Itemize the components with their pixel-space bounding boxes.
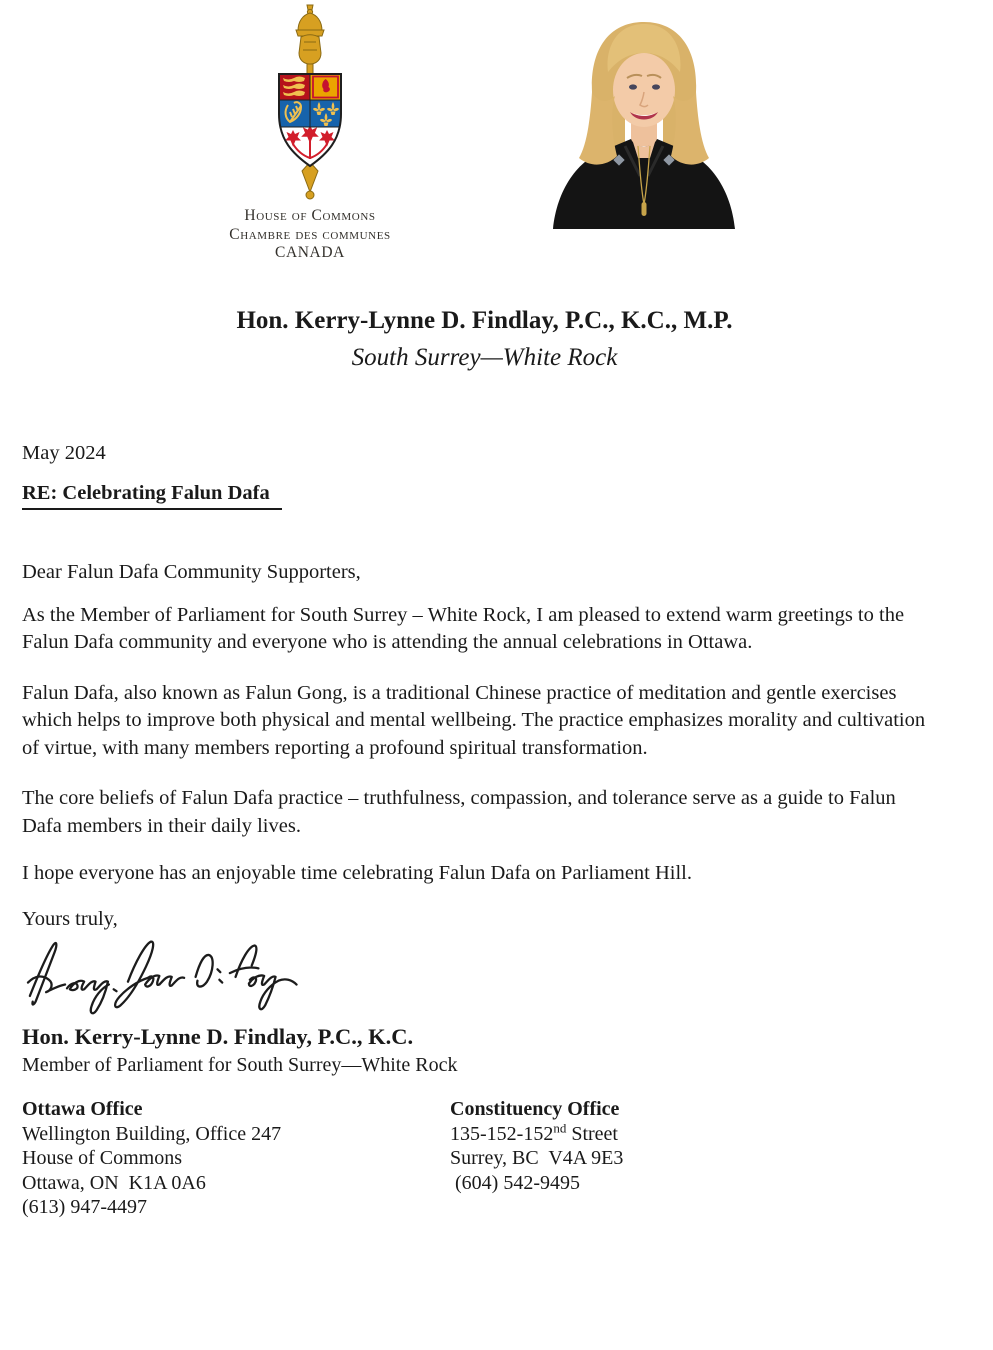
constituency-office-phone: (604) 542-9495 (455, 1171, 580, 1194)
constituency-office-heading: Constituency Office (450, 1098, 620, 1121)
paragraph-1: As the Member of Parliament for South Surrey – White Rock, I am pleased to extend warm greetings to the Falun Dafa community and everyone who is attending the annual celebrations in Ottawa. (22, 603, 905, 653)
constituency-office-street (450, 1119, 878, 1147)
paragraph-2: Falun Dafa, also known as Falun Gong, is a traditional Chinese practice of meditation and gentle exercises which helps to improve both physical and mental wellbeing. The practice emphasizes morality and cultivation of virtue, with many members reporting a profound spiritual transformation. (22, 681, 926, 759)
closing-line: Yours truly, (22, 907, 118, 930)
title-block (0, 270, 993, 373)
mp-riding-subheading: South Surrey—White Rock (351, 344, 618, 371)
ottawa-office-block (22, 1097, 450, 1220)
offices-footer (22, 1097, 937, 1220)
ottawa-office-heading: Ottawa Office (22, 1098, 143, 1121)
street-name: Street (566, 1122, 618, 1145)
ottawa-office-address-line: Wellington Building, Office 247 (22, 1122, 282, 1145)
date-line: May 2024 (22, 442, 106, 464)
paragraph-3: The core beliefs of Falun Dafa practice – truthfulness, compassion, and tolerance serve as a guide to Falun Dafa members in their daily lives. (22, 787, 896, 837)
subject-line (22, 480, 937, 511)
house-of-commons-crest-icon (248, 4, 372, 202)
constituency-office-address-line: Surrey, BC V4A 9E3 (450, 1147, 624, 1170)
signer-name: Hon. Kerry-Lynne D. Findlay, P.C., K.C. (22, 1024, 414, 1049)
handwritten-signature (22, 935, 312, 1015)
signer-title: Member of Parliament for South Surrey—White Rock (22, 1054, 458, 1077)
mp-portrait-photo (545, 8, 742, 229)
street-ordinal: nd (553, 1119, 567, 1135)
letter-body (0, 440, 993, 1220)
mp-name-heading: Hon. Kerry-Lynne D. Findlay, P.C., K.C., M.P. (236, 307, 733, 334)
org-name-block (210, 207, 410, 263)
org-line-french: Chambre des communes (229, 225, 391, 243)
street-number: 135-152-152 (450, 1122, 554, 1145)
salutation: Dear Falun Dafa Community Supporters, (22, 561, 361, 583)
signature-block (22, 935, 937, 1015)
subject-text: RE: Celebrating Falun Dafa (22, 480, 282, 511)
ottawa-office-phone: (613) 947-4497 (22, 1196, 147, 1219)
letterhead (0, 0, 993, 270)
ottawa-office-address-line: Ottawa, ON K1A 0A6 (22, 1171, 206, 1194)
constituency-office-block (450, 1097, 878, 1220)
portrait-illustration (545, 8, 742, 229)
org-line-english: House of Commons (244, 207, 376, 224)
crest-block (210, 4, 410, 263)
ottawa-office-address-line: House of Commons (22, 1147, 182, 1170)
paragraph-4: I hope everyone has an enjoyable time celebrating Falun Dafa on Parliament Hill. (22, 862, 693, 884)
org-line-country: CANADA (275, 244, 345, 262)
